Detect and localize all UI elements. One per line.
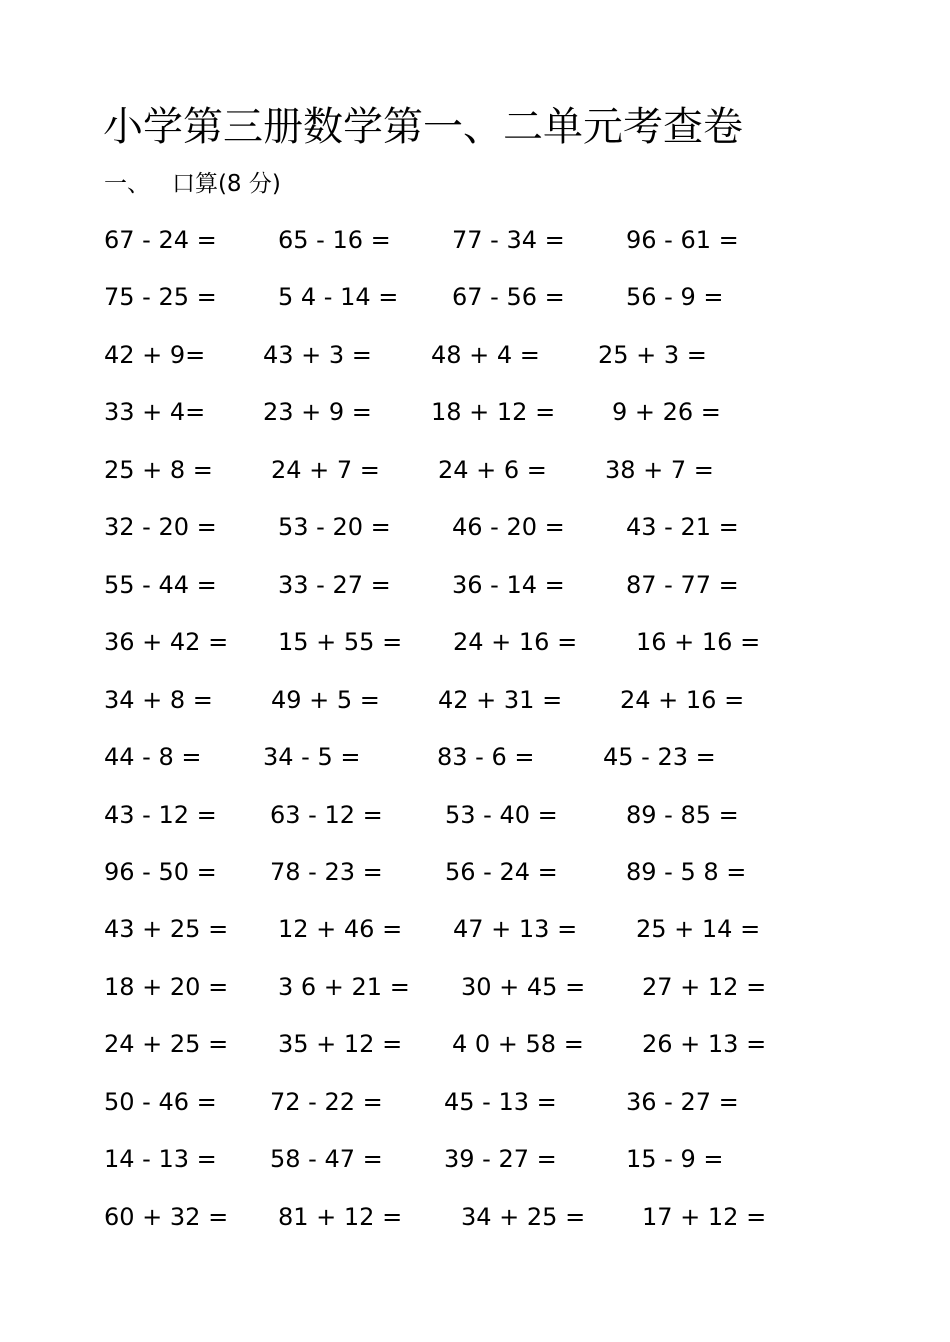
arithmetic-problem: 14 - 13 = [104,1145,217,1173]
arithmetic-problem: 87 - 77 = [626,571,739,599]
arithmetic-problem: 63 - 12 = [270,801,383,829]
arithmetic-problem: 24 + 25 = [104,1030,229,1058]
arithmetic-problem: 4 0 + 58 = [452,1030,584,1058]
arithmetic-problem: 34 + 25 = [461,1203,586,1231]
arithmetic-problem: 18 + 12 = [431,398,556,426]
arithmetic-problem: 30 + 45 = [461,973,586,1001]
arithmetic-problem: 18 + 20 = [104,973,229,1001]
arithmetic-problem: 65 - 16 = [278,226,391,254]
arithmetic-problem: 78 - 23 = [270,858,383,886]
arithmetic-problem: 96 - 50 = [104,858,217,886]
arithmetic-problem: 43 + 25 = [104,915,229,943]
arithmetic-problem: 67 - 56 = [452,283,565,311]
arithmetic-problem: 36 - 14 = [452,571,565,599]
arithmetic-problem: 5 4 - 14 = [278,283,399,311]
arithmetic-problem: 77 - 34 = [452,226,565,254]
arithmetic-problem: 35 + 12 = [278,1030,403,1058]
arithmetic-problem: 27 + 12 = [642,973,767,1001]
arithmetic-problem: 15 + 55 = [278,628,403,656]
arithmetic-problem: 24 + 6 = [438,456,547,484]
arithmetic-problem: 38 + 7 = [605,456,714,484]
arithmetic-problem: 56 - 9 = [626,283,724,311]
arithmetic-problem: 17 + 12 = [642,1203,767,1231]
arithmetic-problem: 26 + 13 = [642,1030,767,1058]
section-number: 一、 [104,171,150,197]
section-label: 口算(8 分) [171,171,281,197]
arithmetic-problem: 96 - 61 = [626,226,739,254]
arithmetic-problem: 9 + 26 = [612,398,721,426]
arithmetic-problem: 36 - 27 = [626,1088,739,1116]
arithmetic-problem: 33 + 4= [104,398,206,426]
arithmetic-problem: 24 + 16 = [453,628,578,656]
arithmetic-problem: 60 + 32 = [104,1203,229,1231]
arithmetic-problem: 56 - 24 = [445,858,558,886]
arithmetic-problem: 16 + 16 = [636,628,761,656]
arithmetic-problem: 12 + 46 = [278,915,403,943]
arithmetic-problem: 81 + 12 = [278,1203,403,1231]
arithmetic-problem: 23 + 9 = [263,398,372,426]
arithmetic-problem: 45 - 23 = [603,743,716,771]
arithmetic-problem: 34 + 8 = [104,686,213,714]
section-heading [104,168,281,200]
arithmetic-problem: 49 + 5 = [271,686,380,714]
arithmetic-problem: 47 + 13 = [453,915,578,943]
arithmetic-problem: 36 + 42 = [104,628,229,656]
arithmetic-problem: 46 - 20 = [452,513,565,541]
arithmetic-problem: 75 - 25 = [104,283,217,311]
arithmetic-problem: 72 - 22 = [270,1088,383,1116]
arithmetic-problem: 39 - 27 = [444,1145,557,1173]
arithmetic-problem: 89 - 5 8 = [626,858,747,886]
arithmetic-problem: 34 - 5 = [263,743,361,771]
arithmetic-problem: 15 - 9 = [626,1145,724,1173]
arithmetic-problem: 67 - 24 = [104,226,217,254]
arithmetic-problem: 58 - 47 = [270,1145,383,1173]
arithmetic-problem: 43 - 12 = [104,801,217,829]
arithmetic-problem: 89 - 85 = [626,801,739,829]
arithmetic-problem: 25 + 8 = [104,456,213,484]
arithmetic-problem: 25 + 3 = [598,341,707,369]
arithmetic-problem: 44 - 8 = [104,743,202,771]
arithmetic-problem: 83 - 6 = [437,743,535,771]
arithmetic-problem: 43 - 21 = [626,513,739,541]
arithmetic-problem: 42 + 31 = [438,686,563,714]
arithmetic-problem: 43 + 3 = [263,341,372,369]
arithmetic-problem: 42 + 9= [104,341,206,369]
arithmetic-problem: 25 + 14 = [636,915,761,943]
arithmetic-problem: 50 - 46 = [104,1088,217,1116]
arithmetic-problem: 53 - 20 = [278,513,391,541]
arithmetic-problem: 55 - 44 = [104,571,217,599]
page-title: 小学第三册数学第一、二单元考查卷 [103,104,743,150]
arithmetic-problem: 32 - 20 = [104,513,217,541]
arithmetic-problem: 3 6 + 21 = [278,973,410,1001]
arithmetic-problem: 45 - 13 = [444,1088,557,1116]
arithmetic-problem: 48 + 4 = [431,341,540,369]
arithmetic-problem: 24 + 7 = [271,456,380,484]
arithmetic-problem: 24 + 16 = [620,686,745,714]
arithmetic-problem: 53 - 40 = [445,801,558,829]
arithmetic-problem: 33 - 27 = [278,571,391,599]
